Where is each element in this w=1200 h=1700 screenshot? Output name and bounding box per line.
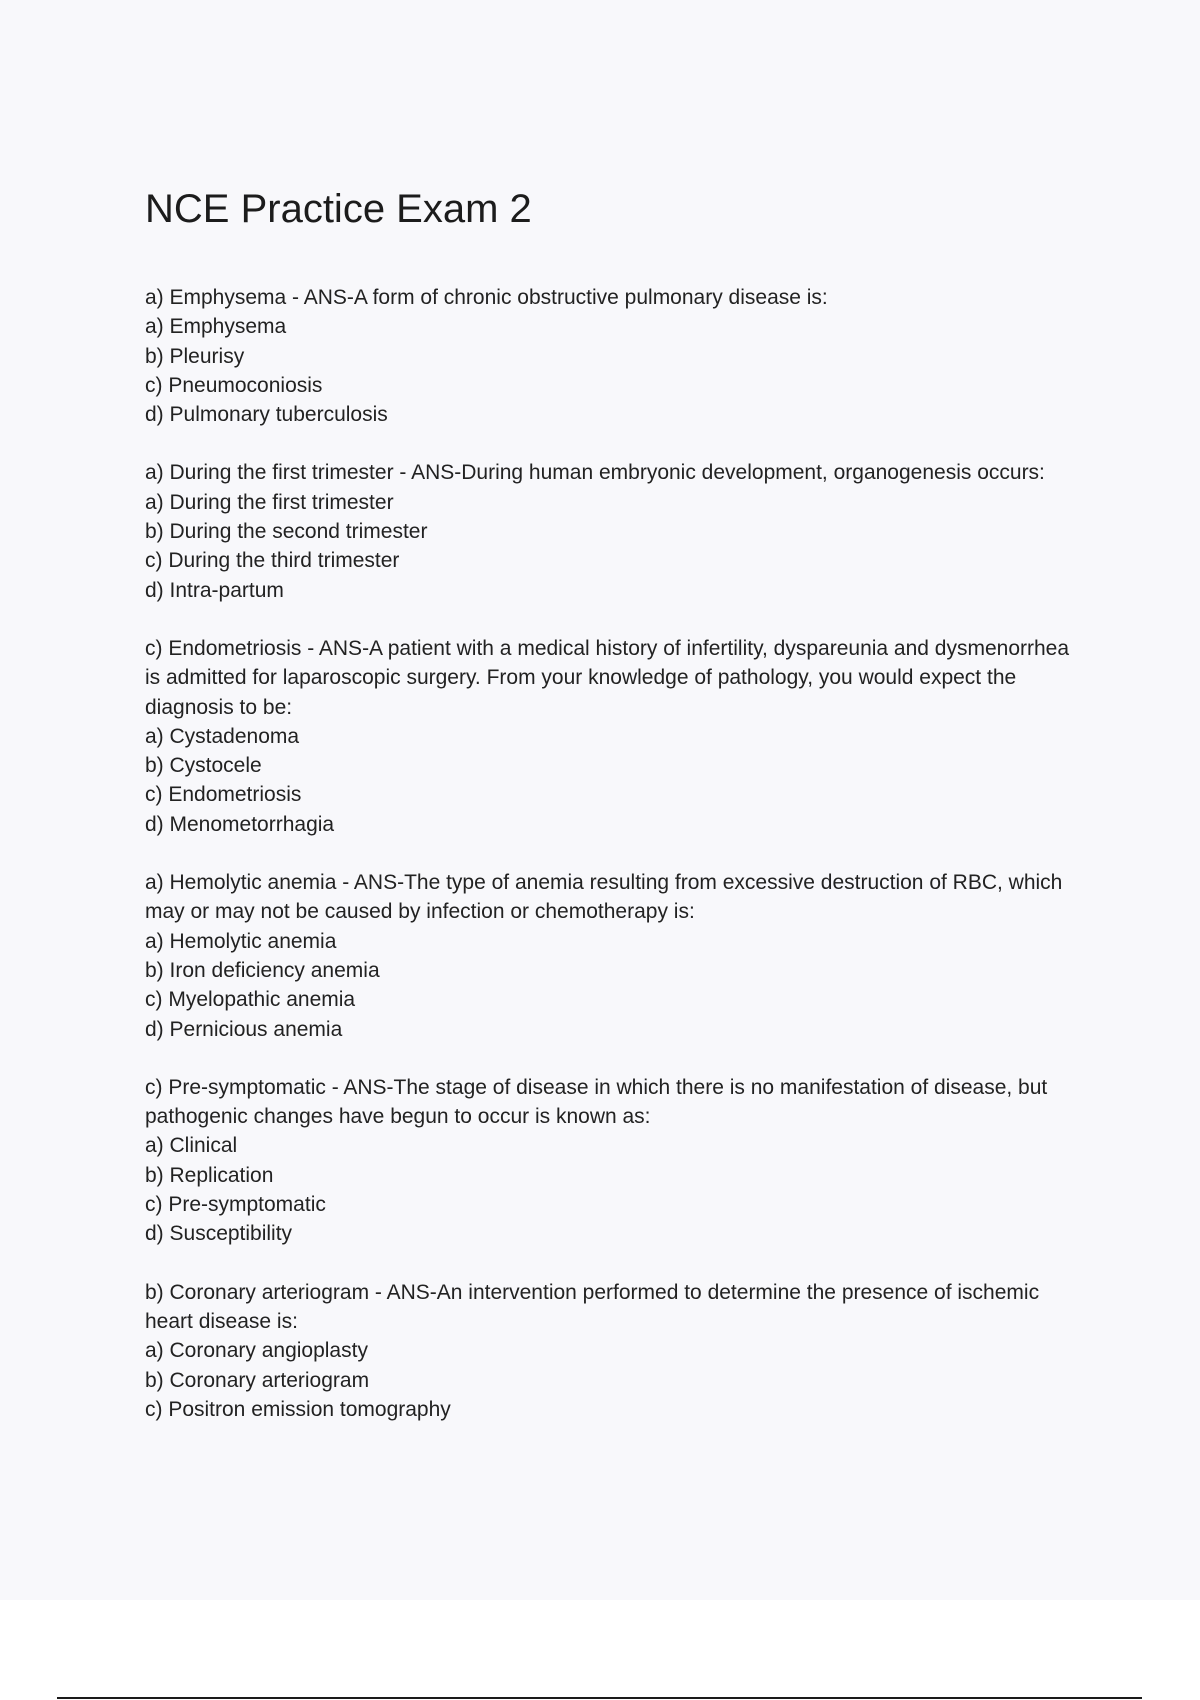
document-content	[145, 183, 1075, 1453]
option-item: c) During the third trimester	[145, 549, 400, 573]
question-text: c) Pre-symptomatic - ANS-The stage of disease in which there is no manifestation of disease, but pathogenic changes have begun to occur is known as:	[145, 1075, 1048, 1129]
option-item: b) Iron deficiency anemia	[145, 958, 380, 982]
question-text: b) Coronary arteriogram - ANS-An intervention performed to determine the presence of ischemic heart disease is:	[145, 1280, 1040, 1333]
option-list	[145, 488, 1075, 605]
option-list	[145, 1131, 1075, 1248]
question-block-4	[145, 868, 1075, 1044]
question-text: c) Endometriosis - ANS-A patient with a medical history of infertility, dyspareunia and dysmenorrhea is admitted for laparoscopic surgery. From your knowledge of pathology, you would expect the diagnosis to be:	[145, 636, 1070, 719]
option-list	[145, 927, 1075, 1044]
question-text: a) Hemolytic anemia - ANS-The type of anemia resulting from excessive destruction of RBC, which may or may not be caused by infection or chemotherapy is:	[145, 871, 1063, 924]
question-block-5	[145, 1073, 1075, 1249]
option-item: a) Cystadenoma	[145, 724, 300, 748]
option-item: a) During the first trimester	[145, 490, 394, 514]
option-item: c) Positron emission tomography	[145, 1397, 451, 1421]
option-item: c) Pre-symptomatic	[145, 1193, 326, 1217]
option-item: b) Coronary arteriogram	[145, 1368, 370, 1392]
question-block-3	[145, 634, 1075, 839]
option-item: c) Pneumoconiosis	[145, 373, 323, 397]
option-item: d) Pernicious anemia	[145, 1017, 343, 1041]
option-item: c) Myelopathic anemia	[145, 988, 356, 1012]
question-text: a) Emphysema - ANS-A form of chronic obstructive pulmonary disease is:	[145, 286, 828, 309]
option-item: d) Pulmonary tuberculosis	[145, 403, 388, 427]
option-list	[145, 722, 1075, 839]
option-item: a) Coronary angioplasty	[145, 1339, 368, 1363]
option-item: d) Menometorrhagia	[145, 812, 335, 836]
option-list	[145, 312, 1075, 429]
option-item: b) During the second trimester	[145, 520, 428, 544]
option-item: d) Intra-partum	[145, 578, 284, 602]
option-item: d) Susceptibility	[145, 1222, 293, 1246]
option-item: b) Cystocele	[145, 754, 262, 778]
page-title: NCE Practice Exam 2	[145, 187, 532, 231]
question-text: a) During the first trimester - ANS-During human embryonic development, organogenesis occurs:	[145, 461, 1045, 485]
option-item: b) Replication	[145, 1163, 274, 1187]
option-item: c) Endometriosis	[145, 783, 302, 807]
option-item: a) Hemolytic anemia	[145, 929, 337, 953]
option-item: b) Pleurisy	[145, 344, 245, 368]
question-block-1	[145, 283, 1075, 429]
option-list	[145, 1336, 1075, 1424]
page-divider	[57, 1697, 1142, 1699]
question-block-6	[145, 1278, 1075, 1424]
question-block-2	[145, 458, 1075, 604]
option-item: a) Clinical	[145, 1134, 238, 1158]
option-item: a) Emphysema	[145, 315, 287, 339]
